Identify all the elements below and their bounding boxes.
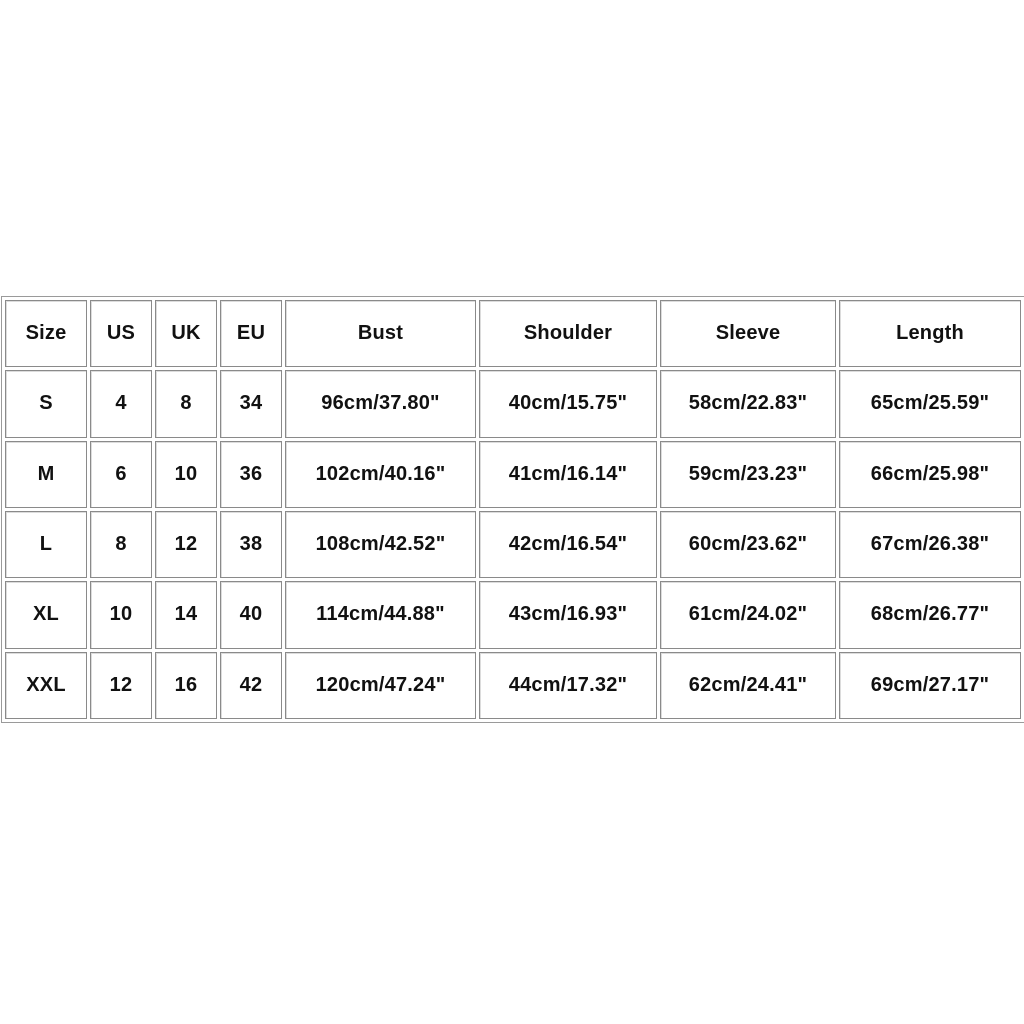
cell-size: XXL: [5, 652, 87, 719]
cell-uk: 10: [155, 441, 217, 508]
cell-eu: 38: [220, 511, 282, 578]
cell-size: XL: [5, 581, 87, 648]
table-row: [5, 652, 1021, 719]
cell-uk: 14: [155, 581, 217, 648]
table-row: [5, 581, 1021, 648]
cell-us: 6: [90, 441, 152, 508]
header-length: Length: [839, 300, 1021, 367]
cell-uk: 16: [155, 652, 217, 719]
cell-size: L: [5, 511, 87, 578]
cell-sleeve: 59cm/23.23": [660, 441, 836, 508]
table-row: [5, 370, 1021, 437]
header-us: US: [90, 300, 152, 367]
cell-shoulder: 41cm/16.14": [479, 441, 657, 508]
table-row: [5, 441, 1021, 508]
cell-sleeve: 61cm/24.02": [660, 581, 836, 648]
table-row: [5, 511, 1021, 578]
cell-shoulder: 43cm/16.93": [479, 581, 657, 648]
cell-size: M: [5, 441, 87, 508]
cell-length: 65cm/25.59": [839, 370, 1021, 437]
cell-length: 67cm/26.38": [839, 511, 1021, 578]
cell-eu: 34: [220, 370, 282, 437]
header-shoulder: Shoulder: [479, 300, 657, 367]
cell-shoulder: 40cm/15.75": [479, 370, 657, 437]
cell-bust: 120cm/47.24": [285, 652, 476, 719]
cell-us: 4: [90, 370, 152, 437]
cell-sleeve: 62cm/24.41": [660, 652, 836, 719]
cell-uk: 12: [155, 511, 217, 578]
header-bust: Bust: [285, 300, 476, 367]
cell-length: 68cm/26.77": [839, 581, 1021, 648]
cell-sleeve: 58cm/22.83": [660, 370, 836, 437]
header-size: Size: [5, 300, 87, 367]
cell-length: 66cm/25.98": [839, 441, 1021, 508]
cell-bust: 114cm/44.88": [285, 581, 476, 648]
cell-size: S: [5, 370, 87, 437]
cell-sleeve: 60cm/23.62": [660, 511, 836, 578]
cell-eu: 42: [220, 652, 282, 719]
cell-length: 69cm/27.17": [839, 652, 1021, 719]
header-sleeve: Sleeve: [660, 300, 836, 367]
cell-bust: 96cm/37.80": [285, 370, 476, 437]
cell-us: 8: [90, 511, 152, 578]
cell-us: 10: [90, 581, 152, 648]
header-uk: UK: [155, 300, 217, 367]
cell-eu: 36: [220, 441, 282, 508]
header-eu: EU: [220, 300, 282, 367]
cell-bust: 102cm/40.16": [285, 441, 476, 508]
cell-eu: 40: [220, 581, 282, 648]
cell-shoulder: 42cm/16.54": [479, 511, 657, 578]
cell-us: 12: [90, 652, 152, 719]
cell-bust: 108cm/42.52": [285, 511, 476, 578]
size-chart-table: [1, 296, 1024, 723]
cell-shoulder: 44cm/17.32": [479, 652, 657, 719]
table-header-row: [5, 300, 1021, 367]
cell-uk: 8: [155, 370, 217, 437]
